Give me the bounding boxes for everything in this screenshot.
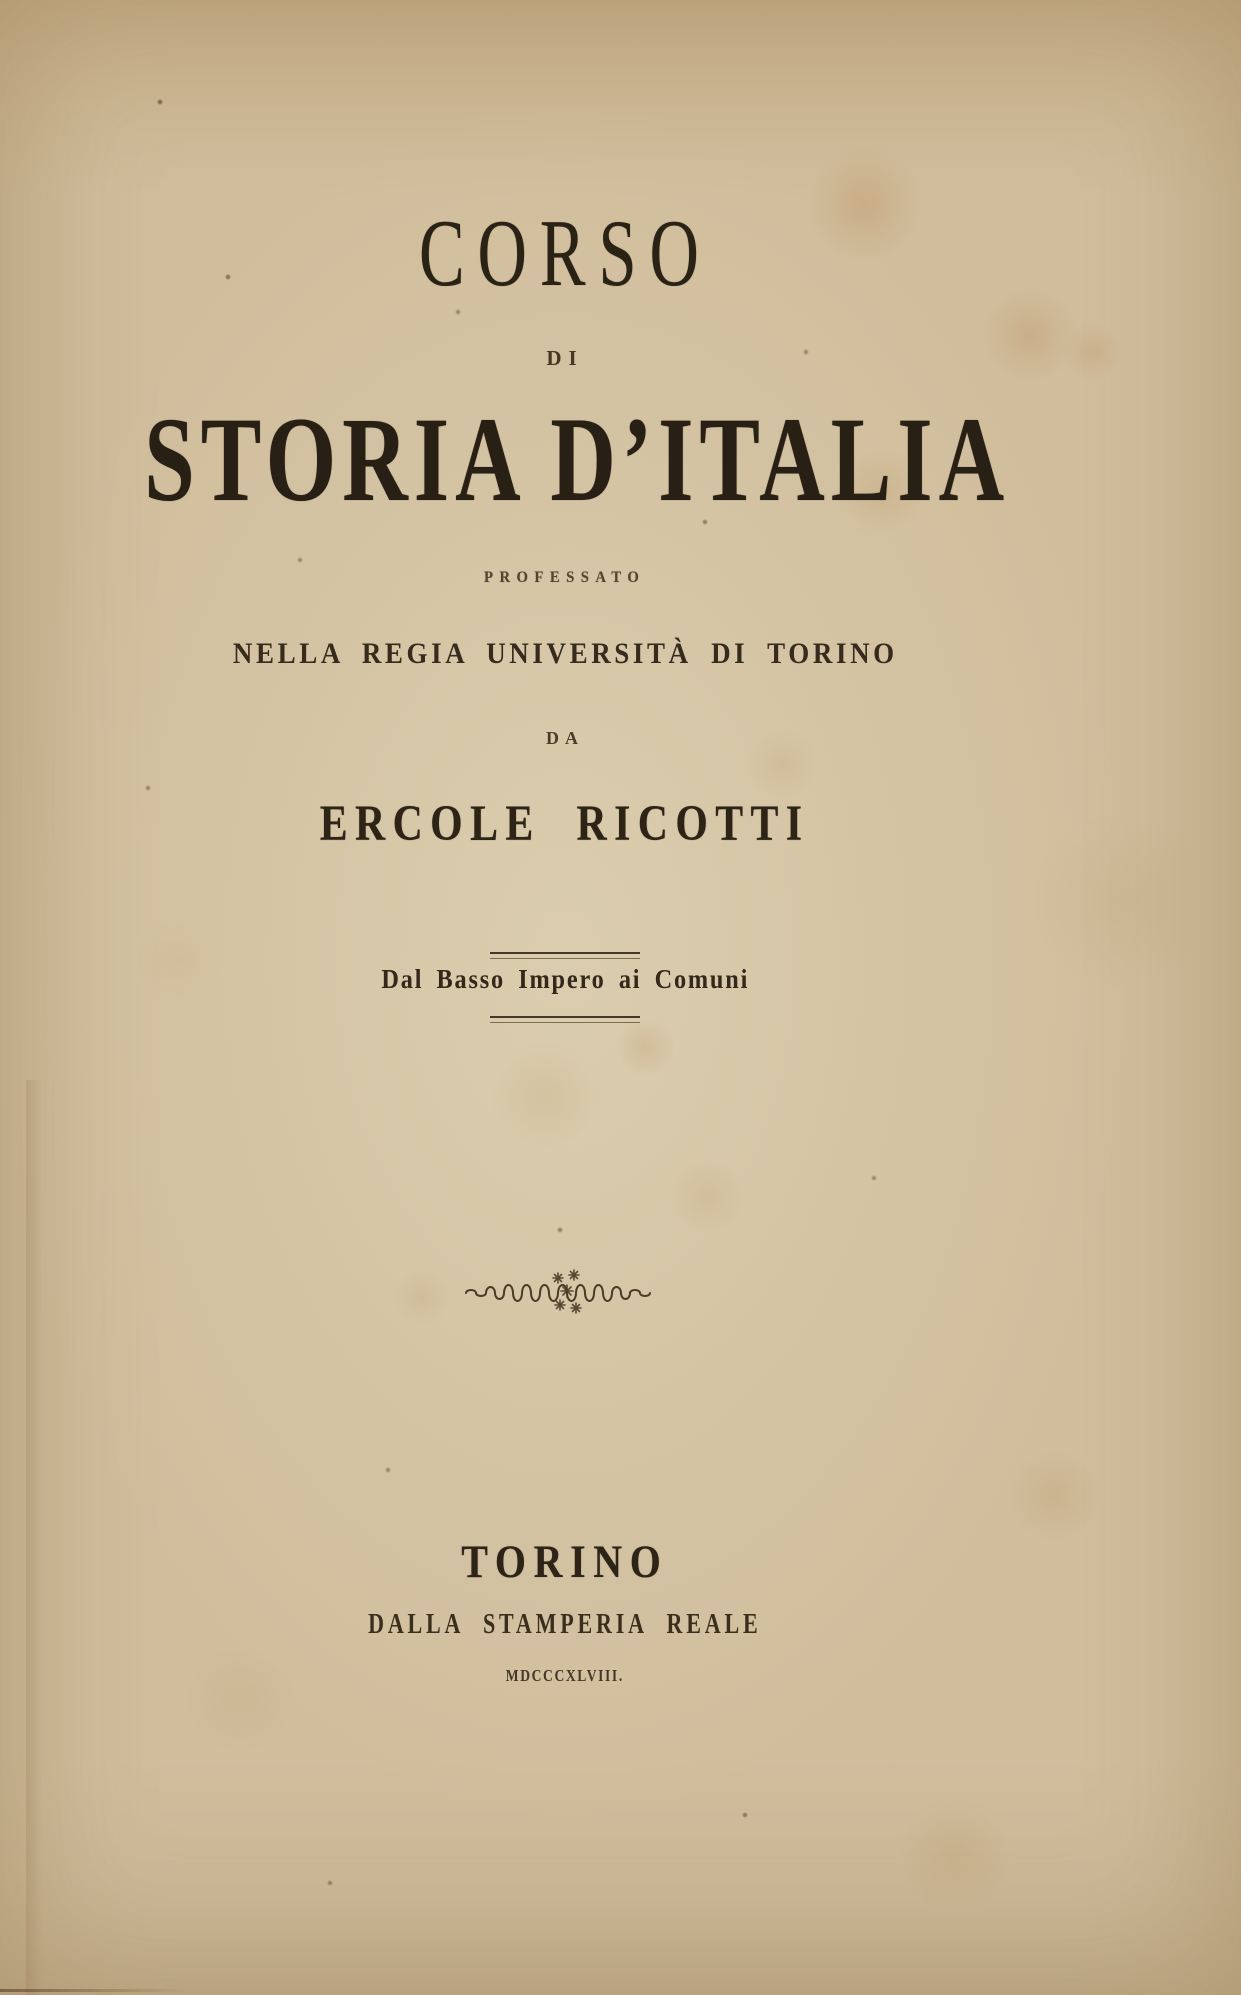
series-banner-text: Dal Basso Impero ai Comuni [381,964,749,994]
imprint-year-text: MDCCCXLVIII. [505,1666,625,1685]
paper-bottom-edge-shadow [0,1989,190,1992]
byline-university [0,639,1130,669]
byline-professato-text: PROFESSATO [484,569,646,586]
paper-edge-crease [26,1080,42,1995]
title-connector-di: DI [546,346,584,370]
byline-professato [0,570,1130,586]
author-name [0,796,1130,852]
series-banner-bottom-rule [490,1016,640,1023]
byline-connector-da: DA [546,728,584,748]
title-line-corso-text: CORSO [418,200,712,306]
byline-university-text: NELLA REGIA UNIVERSITÀ DI TORINO [232,637,898,670]
series-banner-top-rule [490,952,640,959]
imprint-publisher-text: DALLA STAMPERIA REALE [368,1608,762,1640]
title-line-storia-text: STORIA D’ITALIA [144,393,1011,527]
imprint-city [0,1536,1130,1588]
author-name-text: ERCOLE RICOTTI [320,796,810,852]
title-line-corso [0,200,1130,306]
series-banner [0,966,1130,993]
printers-squiggle-ornament-icon [462,1264,668,1320]
imprint-year [0,1667,1130,1684]
title-line-storia-ditalia [0,393,1130,527]
imprint-publisher [0,1610,1130,1639]
imprint-city-text: TORINO [461,1536,669,1588]
